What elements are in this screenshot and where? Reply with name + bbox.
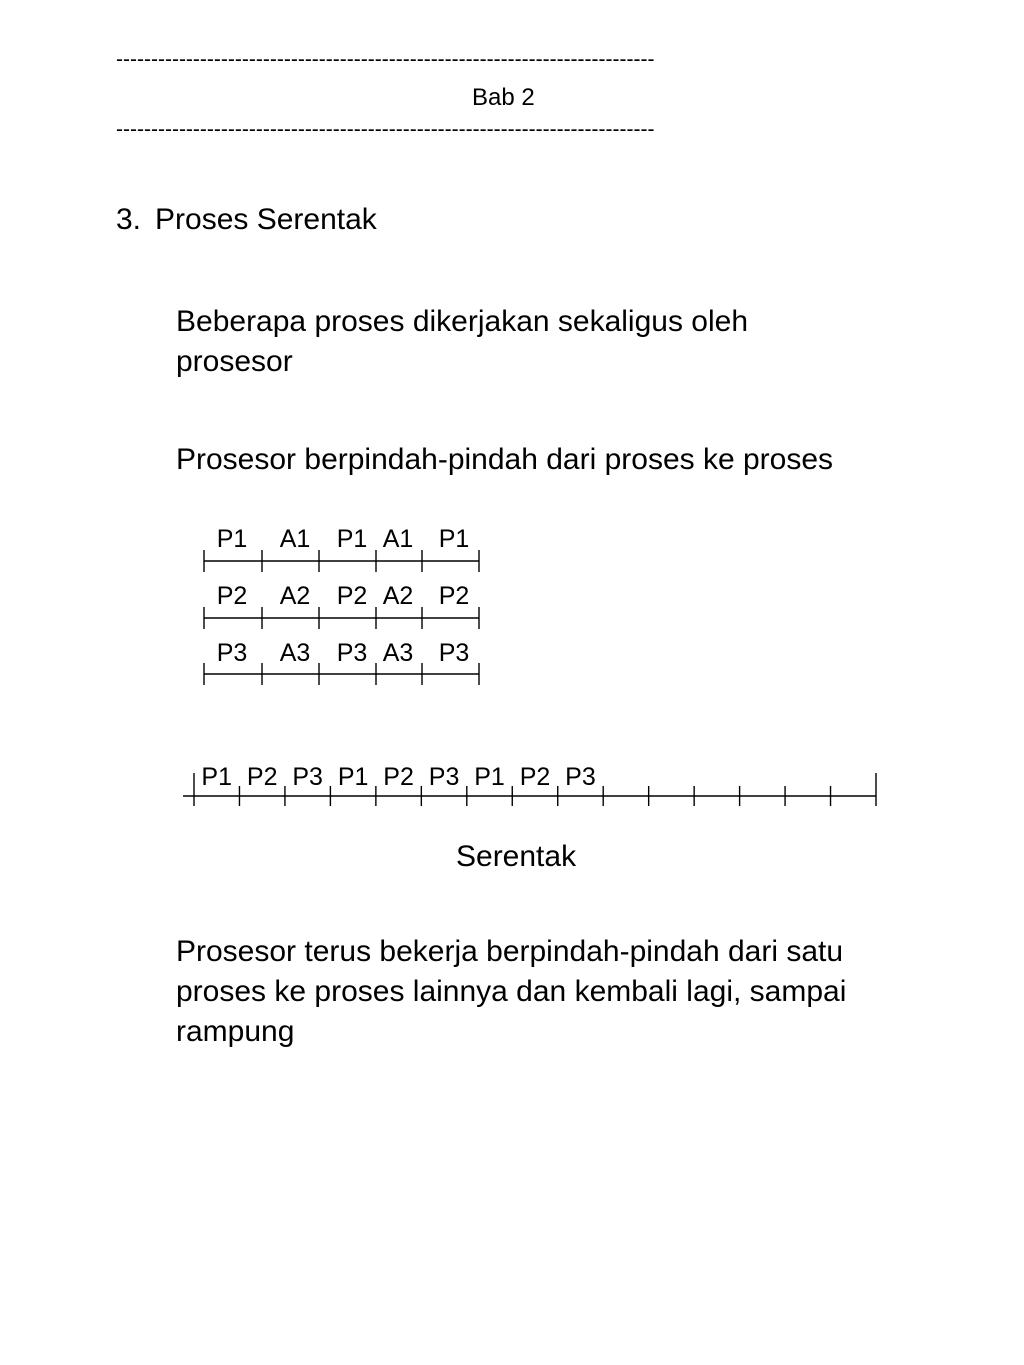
process-row-3-label: A3	[279, 639, 311, 667]
section-number: 3.	[116, 203, 142, 236]
interleaved-slot-label: P2	[246, 763, 278, 791]
process-row-3-label: P3	[438, 639, 470, 667]
interleaved-slot-label: P3	[292, 763, 323, 791]
process-row-2-label: A2	[382, 582, 414, 610]
process-row-2-label: P2	[336, 582, 368, 610]
process-row-1-label: P1	[438, 525, 470, 553]
process-row-1-label: P1	[216, 525, 248, 553]
interleaved-slot-label: P1	[474, 763, 505, 791]
process-rows	[204, 525, 479, 685]
section-title: Proses Serentak	[155, 203, 377, 236]
paragraph-3-line-3: rampung	[176, 1015, 295, 1048]
paragraph-2: Prosesor berpindah-pindah dari proses ke proses	[176, 443, 834, 476]
interleaved-slot-label: P1	[337, 763, 369, 791]
interleaved-slot-label: P1	[201, 763, 233, 791]
paragraph-3-line-1: Prosesor terus bekerja berpindah-pindah dari satu	[176, 935, 844, 968]
interleaved-slot-label: P2	[383, 763, 414, 791]
process-row-2-label: P2	[216, 582, 248, 610]
interleaved-slot-label: P2	[519, 763, 551, 791]
paragraph-3	[176, 932, 846, 1052]
interleaved-slot-label: P3	[428, 763, 460, 791]
process-row-1-label: P1	[336, 525, 368, 553]
header-rule-top: -----------------------------------------------------------------------------	[116, 48, 655, 71]
figure-caption: Serentak	[456, 840, 577, 873]
interleaved-timeline	[183, 763, 876, 806]
header-rule-bottom: -----------------------------------------------------------------------------	[116, 118, 655, 141]
process-row-3-label: P3	[336, 639, 368, 667]
paragraph-1-line-1: Beberapa proses dikerjakan sekaligus oleh	[176, 305, 749, 338]
process-row-3-label: P3	[216, 639, 248, 667]
interleaved-slot-label: P3	[565, 763, 596, 791]
process-row-1-label: A1	[382, 525, 414, 553]
process-row-2-label: P2	[438, 582, 470, 610]
header-title: Bab 2	[472, 84, 535, 111]
process-row-1-label: A1	[279, 525, 311, 553]
paragraph-3-line-2: proses ke proses lainnya dan kembali lagi, sampai	[176, 975, 847, 1008]
paragraph-1-line-2: prosesor	[176, 345, 293, 378]
process-row-3-label: A3	[382, 639, 414, 667]
process-row-2-label: A2	[279, 582, 311, 610]
